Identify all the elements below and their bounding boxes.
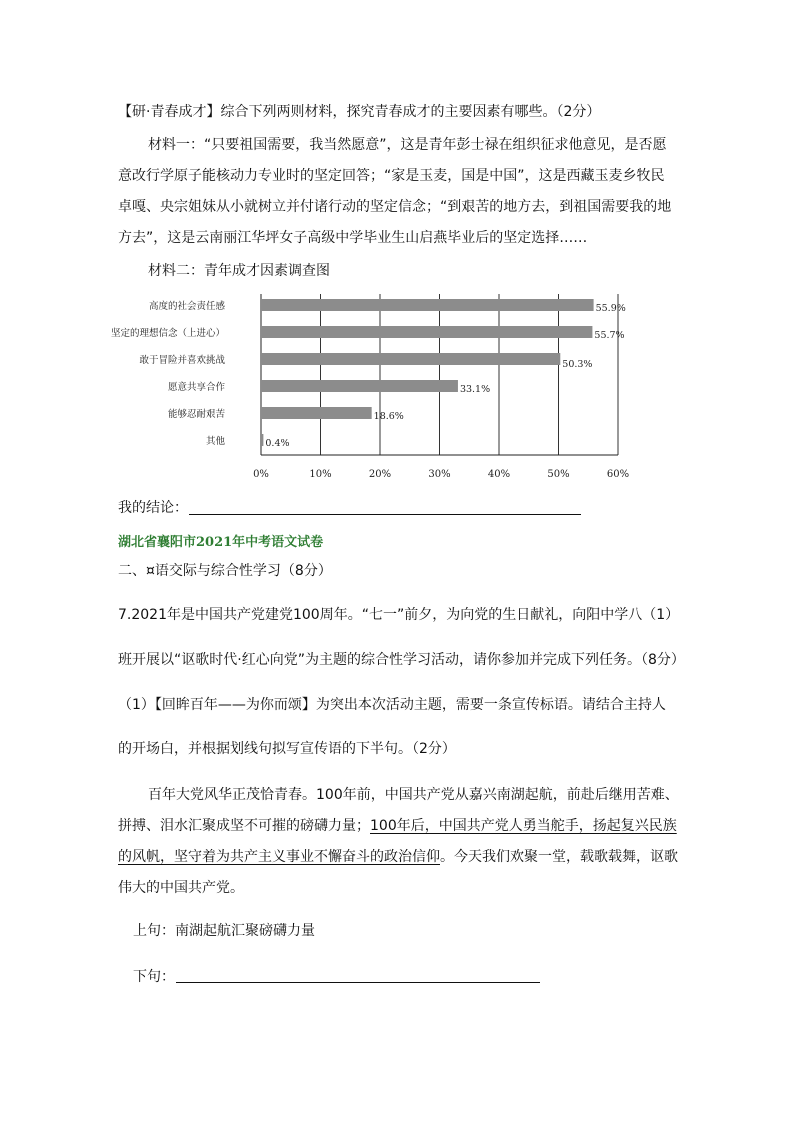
question-prompt: 【研·青春成才】综合下列两则材料，探究青春成才的主要因素有哪些。（2分） <box>118 104 601 120</box>
upper-line: 上句：南湖起航汇聚磅礴力量 <box>133 923 315 939</box>
x-tick-label: 50% <box>547 469 570 480</box>
q7-line: 班开展以“讴歌时代·红心向党”为主题的综合性学习活动，请你参加并完成下列任务。（8分） <box>118 652 685 668</box>
survey-bar-chart <box>110 288 640 483</box>
category-label: 高度的社会责任感 <box>148 301 225 312</box>
bar <box>261 326 592 338</box>
value-label: 55.9% <box>595 303 626 314</box>
x-tick-label: 60% <box>606 469 630 480</box>
section-title: 二、¤语交际与综合性学习（8分） <box>118 563 332 579</box>
category-label: 敢于冒险并喜欢挑战 <box>139 355 225 366</box>
passage-line <box>118 848 678 866</box>
value-label: 0.4% <box>265 438 290 449</box>
conclusion-label: 我的结论： <box>118 500 188 516</box>
value-label: 33.1% <box>459 384 491 395</box>
bar <box>261 299 594 311</box>
lower-answer-line[interactable] <box>176 982 540 983</box>
passage-line: 百年大党风华正茂恰青春。100年前，中国共产党从嘉兴南湖起航，前赴后继用苦难、 <box>148 787 679 803</box>
x-tick-label: 10% <box>309 469 332 480</box>
q7-line: 7.2021年是中国共产党建党100周年。“七一”前夕，为向党的生日献礼，向阳中学八（1） <box>118 607 680 623</box>
category-label: 能够忍耐艰苦 <box>167 409 225 420</box>
category-label: 愿意共享合作 <box>167 382 225 393</box>
value-label: 50.3% <box>562 359 593 370</box>
q7-1-line: （1）【回眸百年——为你而颂】为突出本次活动主题，需要一条宣传标语。请结合主持人 <box>118 697 666 713</box>
material-1-line: 方去”，这是云南丽江华坪女子高级中学毕业生山启燕毕业后的坚定选择…… <box>118 230 588 246</box>
passage-line: 伟大的中国共产党。 <box>118 880 244 896</box>
underlined-sentence: 100年后，中国共产党人勇当舵手，扬起复兴民族 <box>370 818 677 834</box>
bar <box>261 434 263 446</box>
x-tick-label: 30% <box>428 469 451 480</box>
x-tick-label: 40% <box>487 469 511 480</box>
passage-line <box>118 817 677 835</box>
x-tick-label: 0% <box>253 469 269 480</box>
bar <box>261 407 372 419</box>
conclusion-answer-line[interactable] <box>189 514 581 515</box>
value-label: 55.7% <box>594 330 625 341</box>
lower-label: 下句： <box>133 969 175 985</box>
x-tick-label: 20% <box>368 469 392 480</box>
value-label: 18.6% <box>373 411 404 422</box>
exam-header: 湖北省襄阳市2021年中考语文试卷 <box>118 535 324 550</box>
material-2-title: 材料二：青年成才因素调查图 <box>148 263 330 279</box>
bar <box>261 353 560 365</box>
material-1-line: 材料一：“只要祖国需要，我当然愿意”，这是青年彭士禄在组织征求他意见，是否愿 <box>148 137 667 153</box>
passage-text: 拼搏、泪水汇聚成坚不可摧的磅礴力量； <box>118 818 370 834</box>
category-label: 其他 <box>205 436 225 447</box>
underlined-sentence: 的风帆，坚守着为共产主义事业不懈奋斗的政治信仰 <box>118 849 440 865</box>
material-1-line: 意改行学原子能核动力专业时的坚定回答；“家是玉麦，国是中国”，这是西藏玉麦乡牧民 <box>118 168 665 184</box>
q7-1-line: 的开场白，并根据划线句拟写宣传语的下半句。（2分） <box>118 741 456 757</box>
bar <box>261 380 458 392</box>
passage-text: 。今天我们欢聚一堂，载歌载舞，讴歌 <box>440 849 678 865</box>
material-1-line: 卓嘎、央宗姐妹从小就树立并付诸行动的坚定信念；“到艰苦的地方去，到祖国需要我的地 <box>118 199 672 215</box>
category-label: 坚定的理想信念（上进心） <box>110 328 225 339</box>
